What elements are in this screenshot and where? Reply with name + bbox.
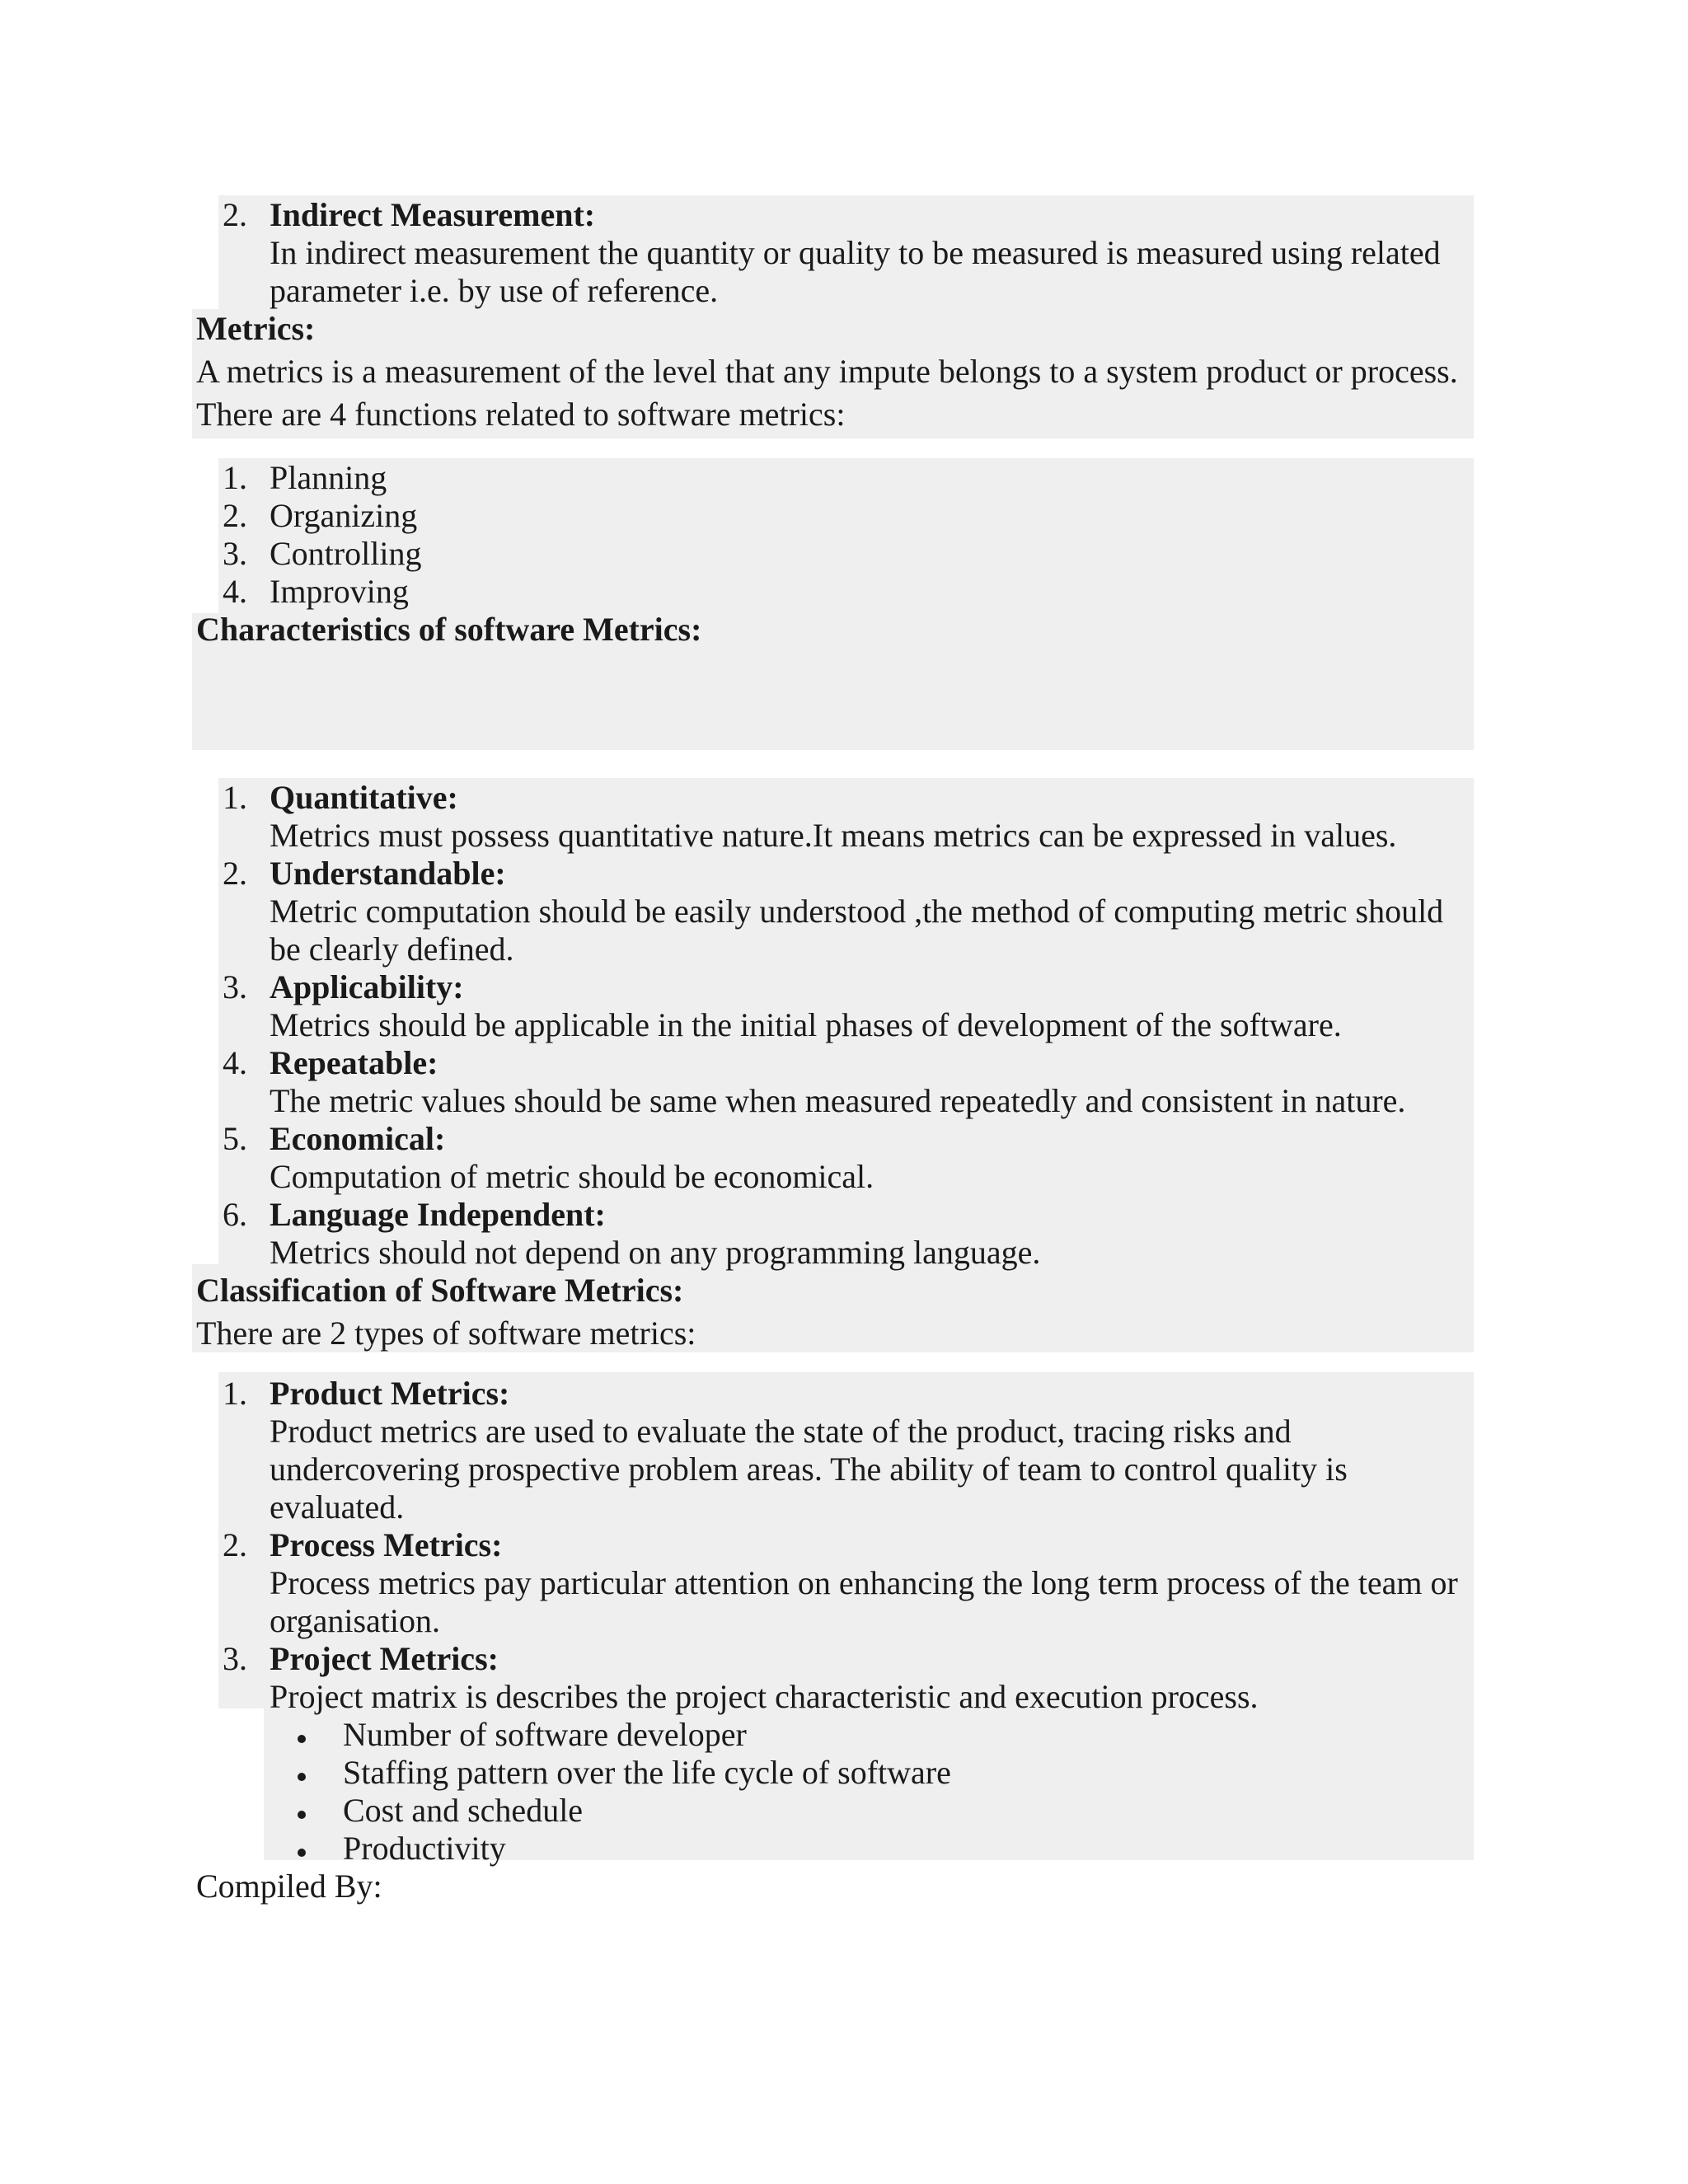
list-item-text: Metrics should be applicable in the initial phases of development of the software. (270, 1006, 1342, 1043)
bullet-item: Cost and schedule (343, 1792, 584, 1829)
list-number: 6. (223, 1196, 247, 1233)
list-item-title: Process Metrics: (270, 1526, 503, 1563)
metrics-intro: There are 4 functions related to software metrics: (196, 396, 846, 433)
list-number: 2. (223, 497, 247, 534)
list-item-text: Metric computation should be easily understood ,the method of computing metric should (270, 893, 1444, 930)
list-item: Controlling (270, 535, 422, 572)
bullet-item: Staffing pattern over the life cycle of software (343, 1754, 951, 1791)
section-heading-classification: Classification of Software Metrics: (196, 1272, 684, 1309)
list-item-text: Metrics should not depend on any programming language. (270, 1234, 1041, 1271)
bullet-icon (298, 1811, 306, 1819)
list-item-title: Project Metrics: (270, 1640, 499, 1677)
list-item-text: organisation. (270, 1602, 441, 1639)
list-number: 3. (223, 1640, 247, 1677)
list-number: 2. (223, 196, 247, 233)
list-item-title: Understandable: (270, 855, 506, 892)
bullet-icon (298, 1849, 306, 1857)
list-item-title: Repeatable: (270, 1044, 438, 1081)
bullet-icon (298, 1735, 306, 1743)
list-item-title: Applicability: (270, 968, 464, 1005)
list-item-text: In indirect measurement the quantity or quality to be measured is measured using related (270, 234, 1441, 271)
list-number: 3. (223, 968, 247, 1005)
bullet-icon (298, 1773, 306, 1781)
list-item-text: Process metrics pay particular attention on enhancing the long term process of the team or (270, 1564, 1458, 1601)
list-item-title: Quantitative: (270, 779, 458, 816)
bullet-item: Number of software developer (343, 1716, 747, 1753)
list-item-text: parameter i.e. by use of reference. (270, 272, 719, 309)
list-item-text: undercovering prospective problem areas. The ability of team to control quality is (270, 1451, 1348, 1488)
list-number: 1. (223, 1375, 247, 1412)
list-item-text: Project matrix is describes the project characteristic and execution process. (270, 1678, 1259, 1715)
list-item-title: Economical: (270, 1120, 446, 1157)
list-number: 2. (223, 1526, 247, 1563)
classification-intro: There are 2 types of software metrics: (196, 1315, 696, 1352)
list-item-text: Computation of metric should be economical. (270, 1158, 874, 1195)
list-item-title: Product Metrics: (270, 1375, 510, 1412)
list-item-text: be clearly defined. (270, 930, 514, 968)
list-number: 4. (223, 573, 247, 610)
list-item: Improving (270, 573, 409, 610)
section-heading-metrics: Metrics: (196, 310, 316, 347)
list-item-text: Metrics must possess quantitative nature.It means metrics can be expressed in values. (270, 817, 1397, 854)
list-item-text: The metric values should be same when measured repeatedly and consistent in nature. (270, 1082, 1406, 1119)
compiled-by-label: Compiled By: (196, 1868, 382, 1905)
list-item: Planning (270, 459, 387, 496)
list-item: Organizing (270, 497, 418, 534)
list-number: 1. (223, 459, 247, 496)
list-number: 2. (223, 855, 247, 892)
list-item-title: Indirect Measurement: (270, 196, 596, 233)
list-number: 3. (223, 535, 247, 572)
list-item-title: Language Independent: (270, 1196, 606, 1233)
section-heading-characteristics: Characteristics of software Metrics: (196, 611, 702, 648)
metrics-definition: A metrics is a measurement of the level that any impute belongs to a system product or process. (196, 353, 1458, 390)
list-number: 1. (223, 779, 247, 816)
list-number: 4. (223, 1044, 247, 1081)
list-item-text: evaluated. (270, 1488, 405, 1526)
list-item-text: Product metrics are used to evaluate the state of the product, tracing risks and (270, 1413, 1292, 1450)
list-number: 5. (223, 1120, 247, 1157)
bullet-item: Productivity (343, 1830, 506, 1867)
